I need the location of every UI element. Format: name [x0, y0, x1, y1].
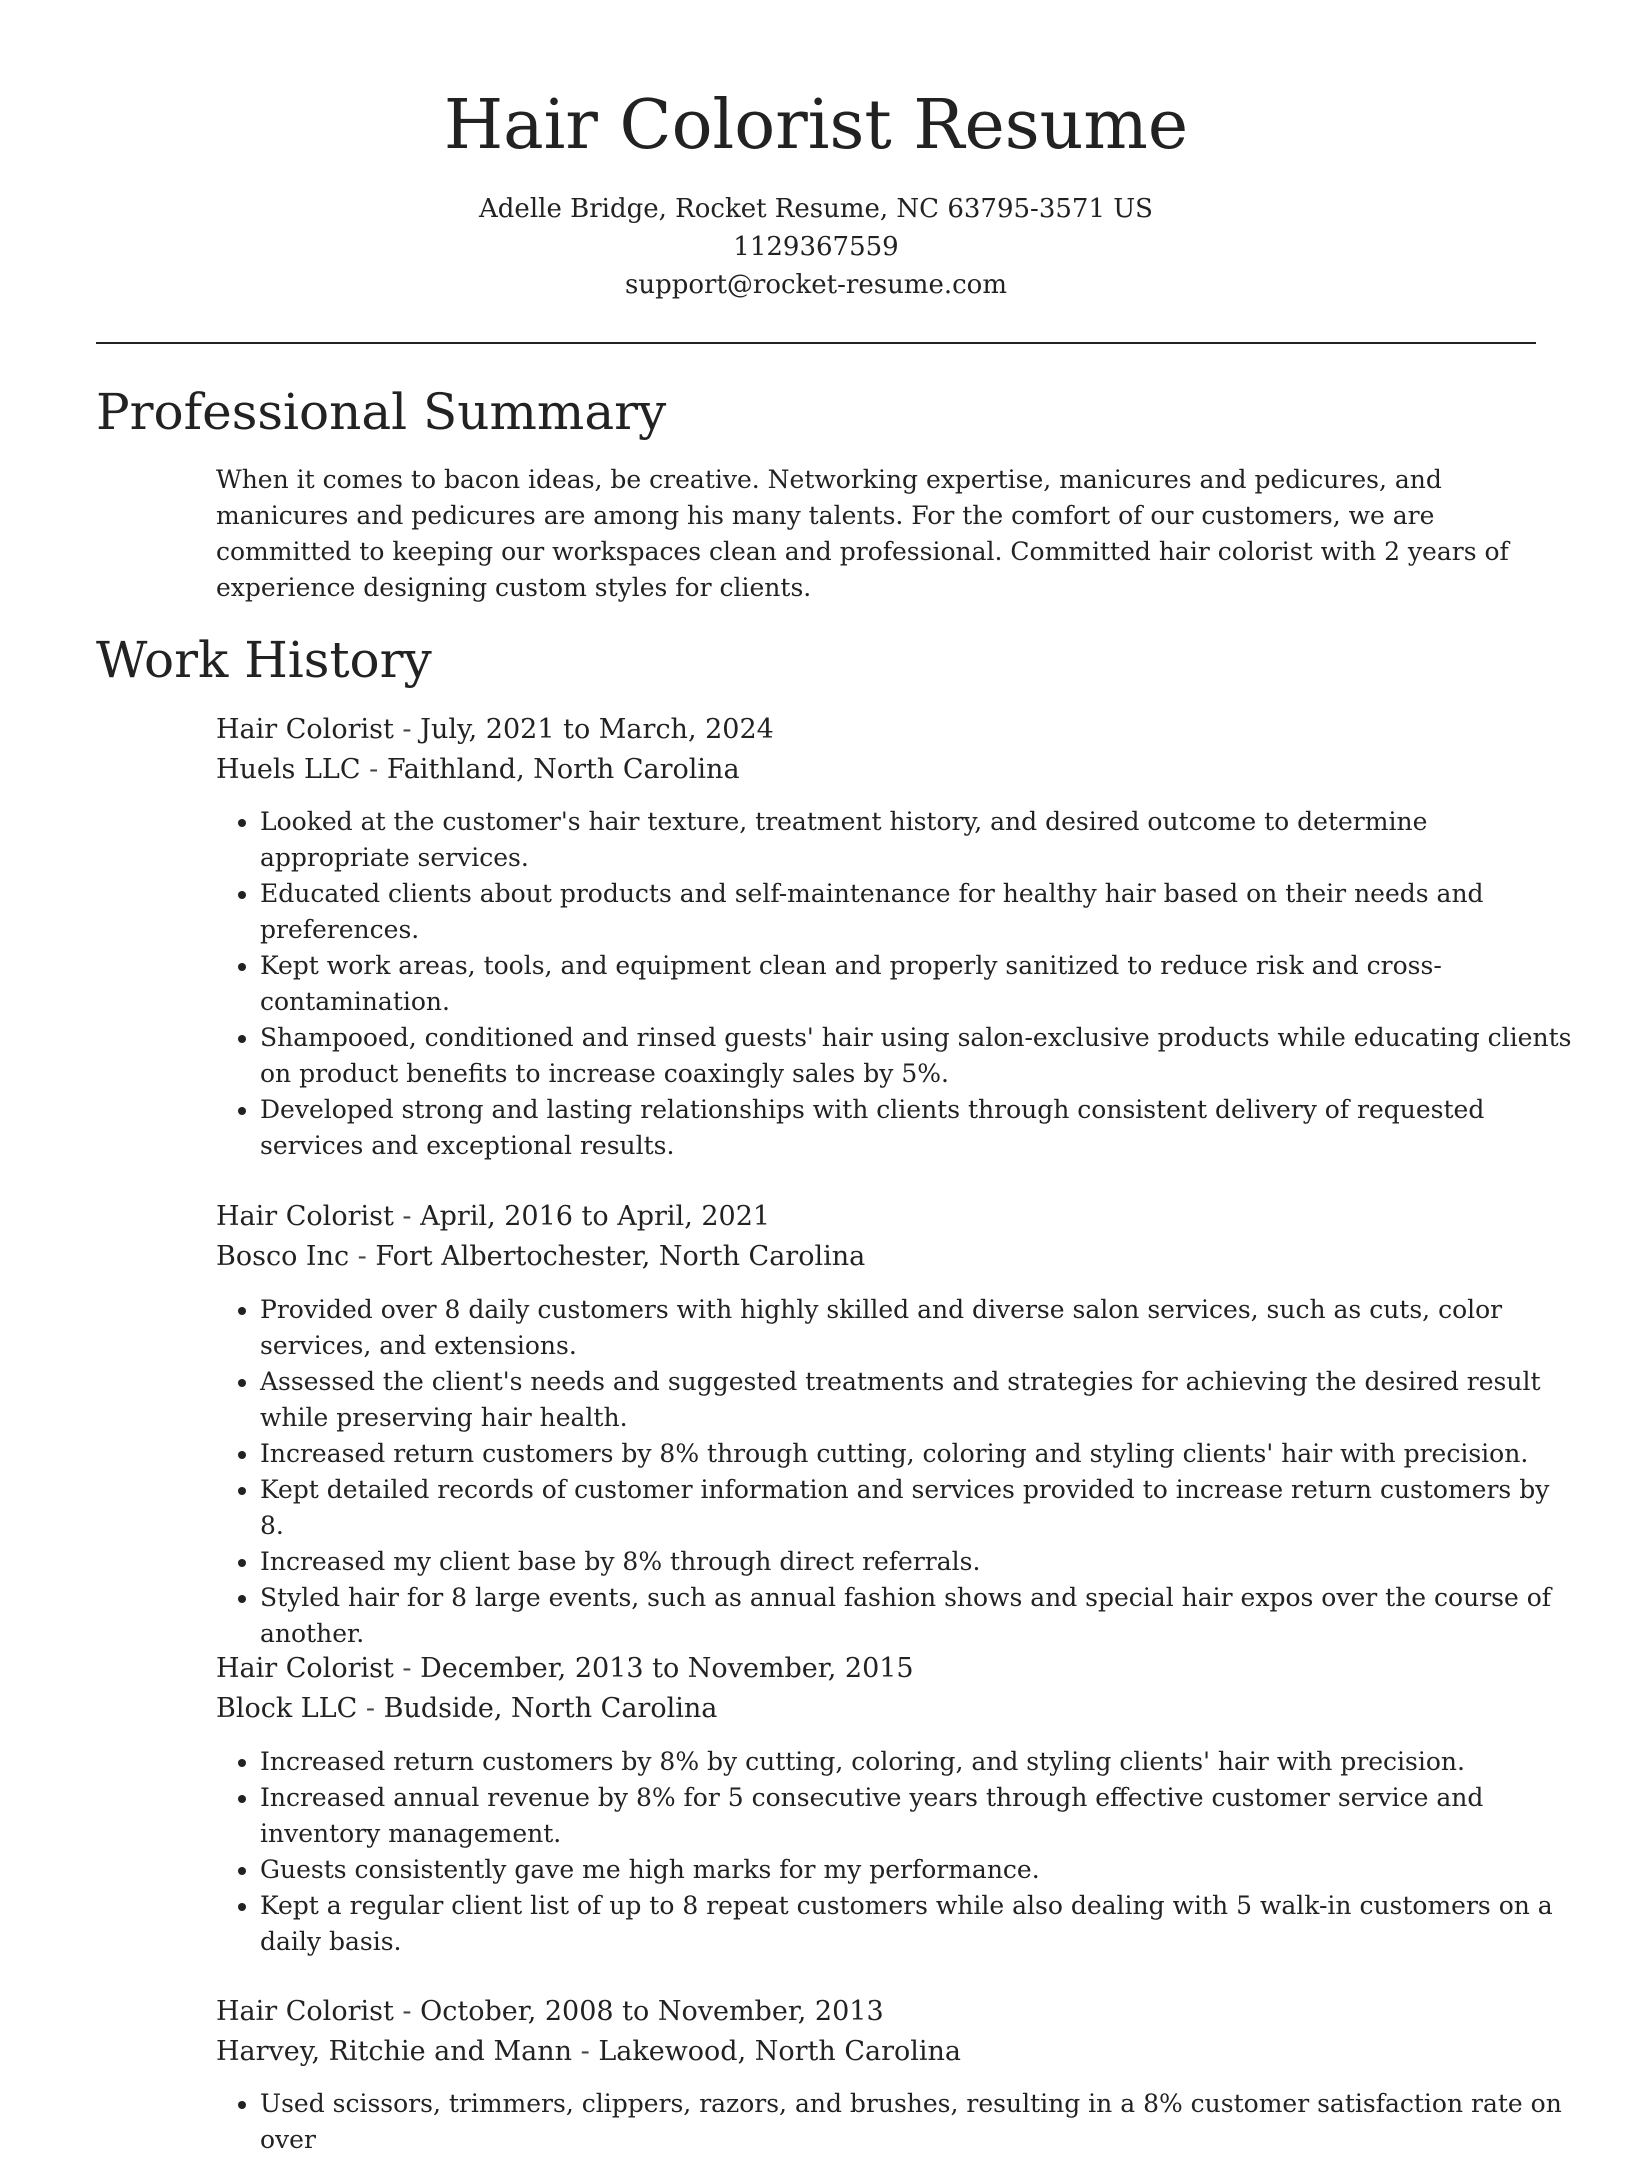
list-item: • Kept a regular client list of up to 8 repeat customers while also dealing with 5 walk-in customers on a daily basis.	[260, 1888, 1580, 1960]
job-company: Block LLC	[216, 1693, 358, 1724]
separator: -	[349, 1241, 376, 1272]
job-title-line	[216, 1649, 914, 1689]
job-title: Hair Colorist	[216, 714, 394, 745]
separator: -	[393, 714, 421, 745]
list-item: • Shampooed, conditioned and rinsed guests' hair using salon-exclusive products while educating clients on product benefits to increase coaxingly sales by 5%.	[260, 1020, 1580, 1092]
separator: -	[393, 1201, 421, 1232]
job-company-line	[216, 1689, 717, 1729]
job-location: Fort Albertochester, North Carolina	[375, 1241, 866, 1272]
page-title: Hair Colorist Resume	[443, 86, 1189, 165]
resume-header	[96, 82, 1536, 304]
list-item: • Guests consistently gave me high marks for my performance.	[260, 1852, 1580, 1888]
job-company-line	[216, 2032, 961, 2072]
job-title: Hair Colorist	[216, 1653, 394, 1684]
job-dates: December, 2013 to November, 2015	[420, 1653, 914, 1684]
job-company-line	[216, 1237, 865, 1277]
summary-heading: Professional Summary	[96, 383, 667, 441]
separator: -	[393, 1996, 421, 2027]
contact-info	[96, 190, 1536, 304]
job-location: Faithland, North Carolina	[386, 754, 740, 785]
job-title: Hair Colorist	[216, 1201, 394, 1232]
list-item: • Educated clients about products and self-maintenance for healthy hair based on their needs and preferences.	[260, 876, 1580, 948]
separator: -	[360, 754, 387, 785]
summary-text: When it comes to bacon ideas, be creative. Networking expertise, manicures and pedicures, and manicures and pedicures are among his many talents. For the comfort of our customers, we are committed to keeping our workspaces clean and professional. Committed hair colorist with 2 years of experience designing custom styles for clients.	[216, 465, 1509, 602]
list-item: • Assessed the client's needs and suggested treatments and strategies for achieving the desired result while preserving hair health.	[260, 1364, 1580, 1436]
separator: -	[357, 1693, 384, 1724]
list-item: • Increased my client base by 8% through direct referrals.	[260, 1544, 1580, 1580]
list-item: • Increased return customers by 8% through cutting, coloring and styling clients' hair with precision.	[260, 1436, 1580, 1472]
job-bullets	[216, 1292, 1580, 1652]
job-company-line	[216, 750, 740, 790]
header-divider	[96, 342, 1536, 344]
list-item: • Looked at the customer's hair texture, treatment history, and desired outcome to determine appropriate services.	[260, 804, 1580, 876]
job-company: Harvey, Ritchie and Mann	[216, 2036, 573, 2067]
job-title-line	[216, 710, 774, 750]
job-bullets	[216, 2086, 1580, 2158]
job-title: Hair Colorist	[216, 1996, 394, 2027]
job-dates: July, 2021 to March, 2024	[420, 714, 774, 745]
list-item: • Kept detailed records of customer information and services provided to increase return customers by 8.	[260, 1472, 1580, 1544]
job-company: Bosco Inc	[216, 1241, 350, 1272]
job-dates: April, 2016 to April, 2021	[420, 1201, 771, 1232]
list-item: • Increased return customers by 8% by cutting, coloring, and styling clients' hair with precision.	[260, 1744, 1580, 1780]
job-dates: October, 2008 to November, 2013	[420, 1996, 884, 2027]
job-bullets	[216, 804, 1580, 1164]
job-location: Budside, North Carolina	[383, 1693, 718, 1724]
list-item: • Increased annual revenue by 8% for 5 consecutive years through effective customer service and inventory management.	[260, 1780, 1580, 1852]
contact-email: support@rocket-resume.com	[624, 270, 1007, 300]
list-item: • Developed strong and lasting relationships with clients through consistent delivery of requested services and exceptional results.	[260, 1092, 1580, 1164]
list-item: • Provided over 8 daily customers with highly skilled and diverse salon services, such as cuts, color services, and extensions.	[260, 1292, 1580, 1364]
list-item: • Kept work areas, tools, and equipment clean and properly sanitized to reduce risk and cross-contamination.	[260, 948, 1580, 1020]
job-title-line	[216, 1197, 770, 1237]
work-history-heading: Work History	[96, 631, 432, 689]
separator: -	[572, 2036, 599, 2067]
job-company: Huels LLC	[216, 754, 361, 785]
job-bullets	[216, 1744, 1580, 1960]
contact-address: Adelle Bridge, Rocket Resume, NC 63795-3571 US	[479, 194, 1153, 224]
list-item: • Styled hair for 8 large events, such as annual fashion shows and special hair expos over the course of another.	[260, 1580, 1580, 1652]
contact-phone: 1129367559	[733, 232, 899, 262]
list-item: • Used scissors, trimmers, clippers, razors, and brushes, resulting in a 8% customer satisfaction rate on over	[260, 2086, 1580, 2158]
job-location: Lakewood, North Carolina	[598, 2036, 962, 2067]
job-title-line	[216, 1992, 884, 2032]
separator: -	[393, 1653, 421, 1684]
